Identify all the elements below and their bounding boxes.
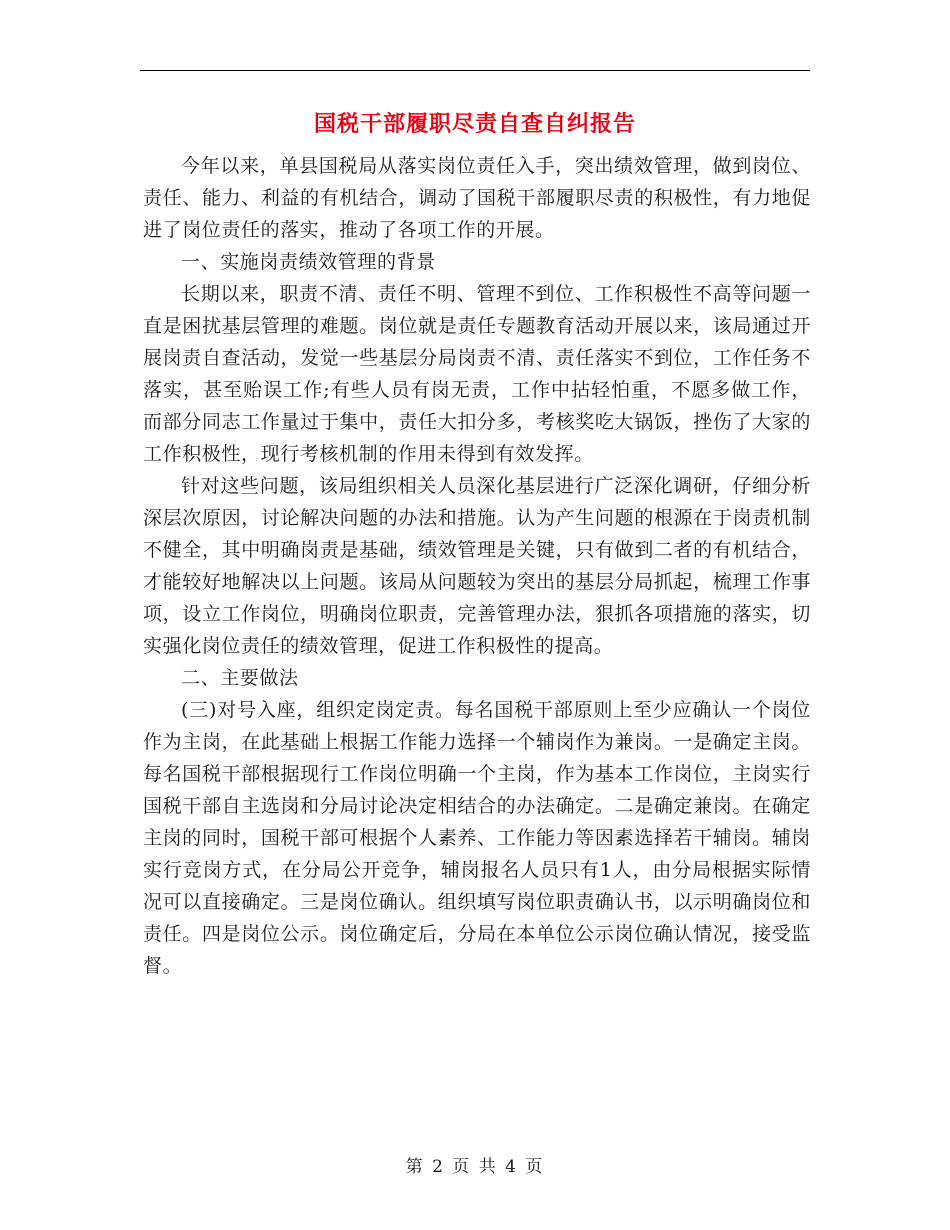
section-heading-methods: 二、主要做法: [181, 667, 299, 689]
page-number: 第 2 页 共 4 页: [405, 1157, 545, 1177]
paragraph-analysis: 针对这些问题，该局组织相关人员深化基层进行广泛深化调研，仔细分析深层次原因，讨论解决问题的办法和措施。认为产生问题的根源在于岗责机制不健全，其中明确岗责是基础，绩效管理是关键，只有做到二者的有机结合，才能较好地解决以上问题。该局从问题较为突出的基层分局抓起，梳理工作事项，设立工作岗位，明确岗位职责，完善管理办法，狠抓各项措施的落实，切实强化岗位责任的绩效管理，促进工作积极性的提高。: [143, 475, 811, 657]
paragraph-intro: 今年以来，单县国税局从落实岗位责任入手，突出绩效管理，做到岗位、责任、能力、利益的有机结合，调动了国税干部履职尽责的积极性，有力地促进了岗位责任的落实，推动了各项工作的开展。: [143, 155, 811, 241]
section-heading-background: 一、实施岗责绩效管理的背景: [181, 251, 436, 273]
document-title: 国税干部履职尽责自查自纠报告: [313, 111, 636, 137]
header-rule: [140, 70, 810, 71]
paragraph-background: 长期以来，职责不清、责任不明、管理不到位、工作积极性不高等问题一直是困扰基层管理的难题。岗位就是责任专题教育活动开展以来，该局通过开展岗责自查活动，发觉一些基层分局岗责不清、责任落实不到位，工作任务不落实，甚至贻误工作;有些人员有岗无责，工作中拈轻怕重，不愿多做工作，而部分同志工作量过于集中，责任大扣分多，考核奖吃大锅饭，挫伤了大家的工作积极性，现行考核机制的作用未得到有效发挥。: [143, 283, 811, 465]
document-body: [143, 150, 811, 982]
paragraph-methods: (三)对号入座，组织定岗定责。每名国税干部原则上至少应确认一个岗位作为主岗，在此基础上根据工作能力选择一个辅岗作为兼岗。一是确定主岗。每名国税干部根据现行工作岗位明确一个主岗，作为基本工作岗位，主岗实行国税干部自主选岗和分局讨论决定相结合的办法确定。二是确定兼岗。在确定主岗的同时，国税干部可根据个人素养、工作能力等因素选择若干辅岗。辅岗实行竞岗方式，在分局公开竞争，辅岗报名人员只有1人，由分局根据实际情况可以直接确定。三是岗位确认。组织填写岗位职责确认书，以示明确岗位和责任。四是岗位公示。岗位确定后，分局在本单位公示岗位确认情况，接受监督。: [143, 699, 811, 977]
